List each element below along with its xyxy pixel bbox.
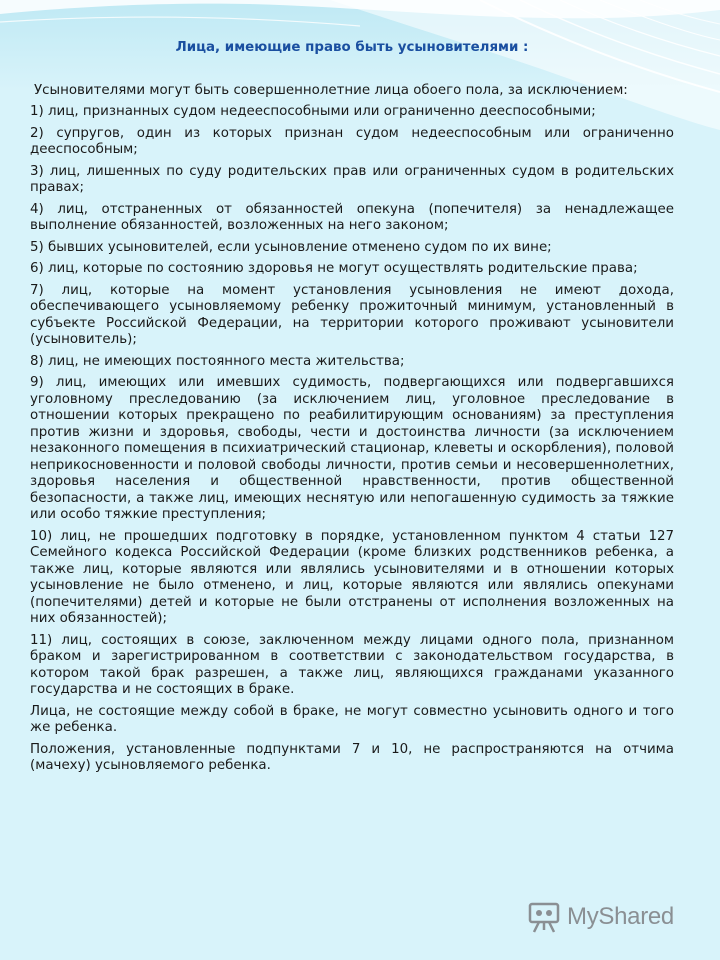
presentation-board-icon [527,900,561,934]
watermark [527,897,697,937]
list-item: 1) лиц, признанных судом недееспособными или ограниченно дееспособными; [30,104,596,119]
list-item: 10) лиц, не прошедших подготовку в порядке, установленном пунктом 4 статьи 127 Семейного кодекса Российской Федерации (кроме близких родственников ребенка, а также лиц, которые являются или являлись усыновителями и в отношении которых усыновление не было отменено, и лиц, которые являются или являлись опекунами (попечителями) детей и которые не были отстранены от исполнения возложенных на них обязанностей); [30,528,674,626]
closing-paragraph: Лица, не состоящие между собой в браке, не могут совместно усыновить одного и того же ребенка. [30,703,674,735]
list-item: 3) лиц, лишенных по суду родительских прав или ограниченных судом в родительских правах; [30,163,674,195]
list-item: 9) лиц, имеющих или имевших судимость, подвергающихся или подвергавшихся уголовному преследованию (за исключением лиц, уголовное преследование в отношении которых прекращено по реабилитирующим основаниям) за преступления против жизни и здоровья, свободы, чести и достоинства личности (за исключением незаконного помещения в психиатрический стационар, клеветы и оскорбления), половой неприкосновенности и половой свободы личности, против семьи и несовершеннолетних, здоровья населения и общественной нравственности, против общественной безопасности, а также лиц, имеющих неснятую или непогашенную судимость за тяжкие или особо тяжкие преступления; [30,375,674,522]
list-item: 4) лиц, отстраненных от обязанностей опекуна (попечителя) за ненадлежащее выполнение обязанностей, возложенных на него законом; [30,201,674,233]
list-item: 6) лиц, которые по состоянию здоровья не могут осуществлять родительские права; [30,261,638,276]
document-body [30,40,674,780]
list-item: 8) лиц, не имеющих постоянного места жительства; [30,353,405,369]
list-item: 5) бывших усыновителей, если усыновление отменено судом по их вине; [30,239,552,255]
exclusion-list [30,104,674,699]
list-item: 2) супругов, один из которых признан судом недееспособным или ограниченно дееспособным; [30,125,674,157]
list-item: 11) лиц, состоящих в союзе, заключенном между лицами одного пола, признанном браком и зарегистрированном в соответствии с законодательством государства, в котором такой брак разрешен, а также лиц, являющихся гражданами указанного государства и не состоящих в браке. [30,632,674,697]
intro-paragraph: Усыновителями могут быть совершеннолетние лица обоего пола, за исключением: [34,82,628,98]
document-title: Лица, имеющие право быть усыновителями : [175,40,529,55]
closing-paragraph: Положения, установленные подпунктами 7 и 10, не распространяются на отчима (мачеху) усыновляемого ребенка. [30,741,674,773]
watermark-text: MyShared [567,903,674,930]
list-item: 7) лиц, которые на момент установления усыновления не имеют дохода, обеспечивающего усыновляемому ребенку прожиточный минимум, установленный в субъекте Российской Федерации, на территории которого проживают усыновители (усыновитель); [30,282,674,347]
